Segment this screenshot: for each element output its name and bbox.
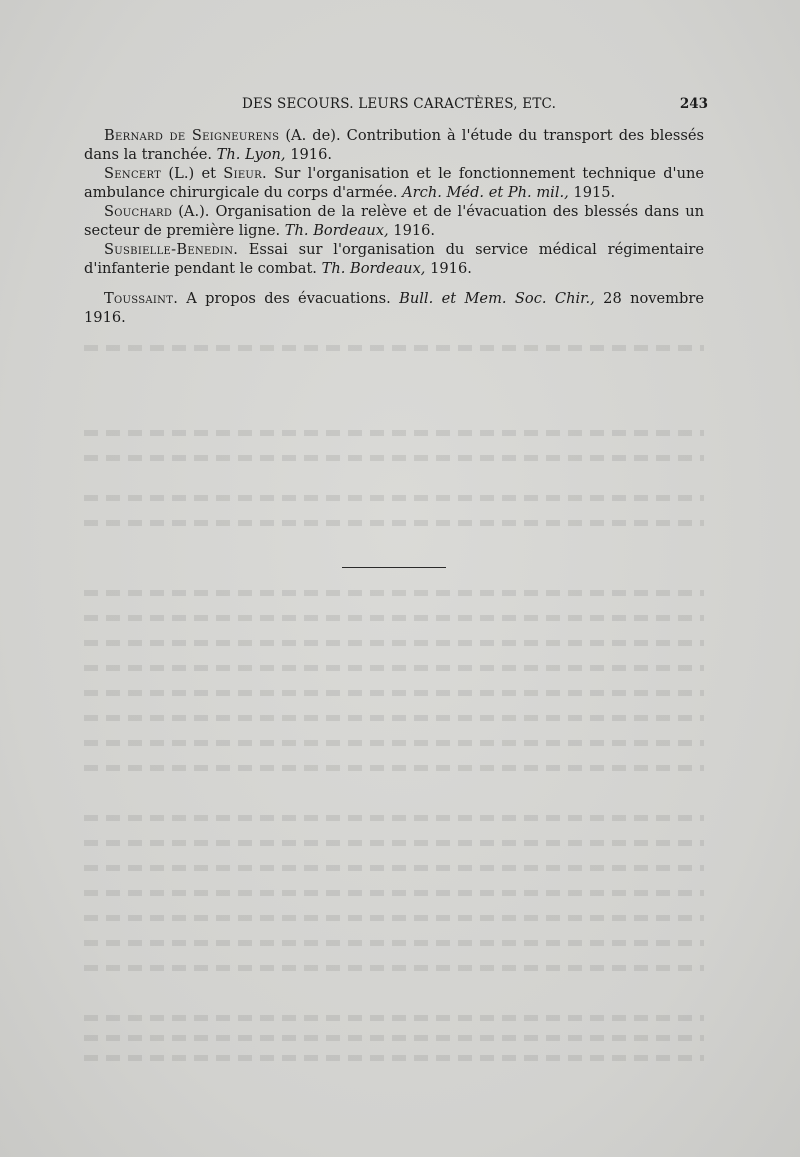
reference-entry xyxy=(84,126,704,164)
bleed-through-line xyxy=(84,915,704,921)
reference-title: Organisation de la relève et de l'évacuation des blessés dans un secteur de première ligne. xyxy=(84,203,705,239)
reference-author-suffix: (L.) et xyxy=(161,165,224,182)
bleed-through-line xyxy=(84,965,704,971)
section-divider xyxy=(342,567,446,568)
reference-journal: Bull. et Mem. Soc. Chir., xyxy=(399,290,595,307)
reference-entry xyxy=(84,289,704,327)
reference-title: Essai sur l'organisation du service médical régimentaire d'infanterie pendant le combat. xyxy=(84,241,705,277)
reference-coauthor-suffix: . xyxy=(262,165,274,182)
bleed-through-line xyxy=(84,890,704,896)
reference-author-suffix: . xyxy=(173,290,187,307)
bleed-through-line xyxy=(84,690,704,696)
reference-date: 1915. xyxy=(568,184,616,201)
reference-author: Souchard xyxy=(104,203,173,220)
bleed-through-line xyxy=(84,495,704,501)
reference-title: Sur l'organisation et le fonctionnement technique d'une ambulance chirurgicale du corps d'armée. xyxy=(84,165,705,201)
bleed-through-line xyxy=(84,665,704,671)
bleed-through-line xyxy=(84,615,704,621)
reference-journal: Th. Bordeaux, xyxy=(284,222,389,239)
reference-title: Contribution à l'étude du transport des blessés dans la tranchée. xyxy=(84,127,704,163)
bleed-through-line xyxy=(84,865,704,871)
reference-title: A propos des évacuations. xyxy=(186,290,400,307)
reference-date: 1916. xyxy=(388,222,436,239)
reference-date: 28 novembre 1916. xyxy=(84,290,704,326)
reference-journal: Th. Lyon, xyxy=(216,146,286,163)
bleed-through-line xyxy=(84,740,704,746)
bleed-through-line xyxy=(84,640,704,646)
reference-journal: Arch. Méd. et Ph. mil., xyxy=(402,184,569,201)
bleed-through-line xyxy=(84,840,704,846)
bleed-through-line xyxy=(84,940,704,946)
bleed-through-line xyxy=(84,765,704,771)
page-number: 243 xyxy=(679,96,708,112)
bleed-through-line xyxy=(84,345,704,351)
bleed-through-line xyxy=(84,1055,704,1061)
reference-author: Sencert xyxy=(104,165,162,182)
reference-date: 1916. xyxy=(425,260,472,277)
reference-author-suffix: (A. de). xyxy=(279,127,347,144)
bleed-through-line xyxy=(84,715,704,721)
reference-coauthor: Sieur xyxy=(223,165,262,182)
bleed-through-line xyxy=(84,1035,704,1041)
bleed-through-line xyxy=(84,1015,704,1021)
page-header xyxy=(108,96,708,116)
reference-author-suffix: . xyxy=(233,241,249,258)
reference-author-suffix: (A.). xyxy=(172,203,216,220)
reference-entry xyxy=(84,202,704,240)
reference-author: Bernard de Seigneurens xyxy=(104,127,280,144)
reference-author: Susbielle-Benedin xyxy=(104,241,234,258)
bleed-through-line xyxy=(84,815,704,821)
reference-entry xyxy=(84,164,704,202)
bleed-through-line xyxy=(84,455,704,461)
reference-date: 1916. xyxy=(285,146,332,163)
bibliography xyxy=(84,126,704,327)
reference-journal: Th. Bordeaux, xyxy=(321,260,426,277)
running-title: DES SECOURS. LEURS CARACTÈRES, ETC. xyxy=(242,96,557,112)
bleed-through-line xyxy=(84,520,704,526)
bleed-through-line xyxy=(84,590,704,596)
bleed-through-line xyxy=(84,430,704,436)
reference-entry xyxy=(84,240,704,278)
reference-author: Toussaint xyxy=(104,290,174,307)
